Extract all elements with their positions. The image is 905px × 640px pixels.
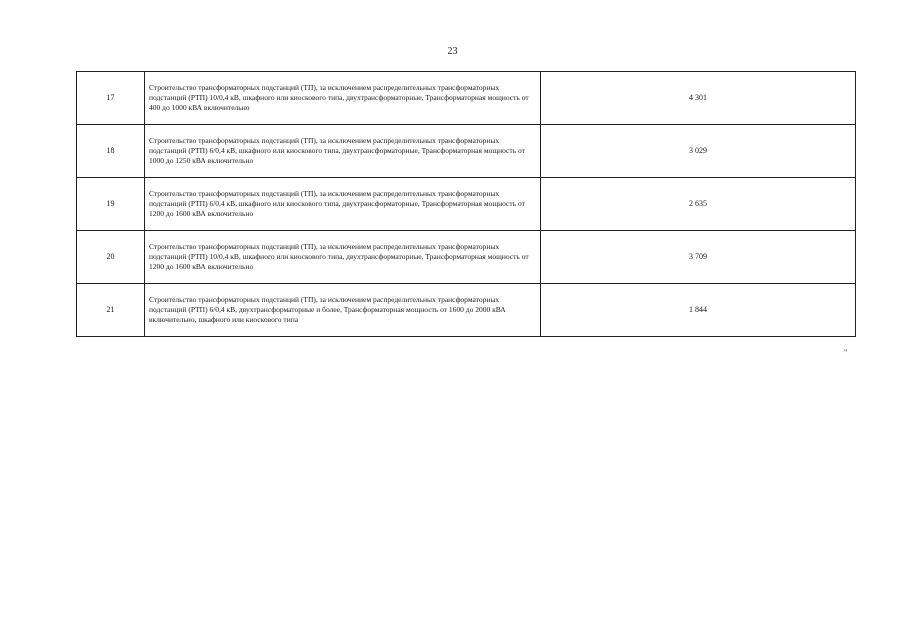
row-value: 2 635 (541, 178, 856, 231)
row-value: 3 029 (541, 125, 856, 178)
row-description: Строительство трансформаторных подстанций (ТП), за исключением распределительных трансформаторных подстанций (РТП) 10/0,4 кВ, шкафного или киоскового типа, двухтрансформаторные, Трансформаторная мощность от 400 до 1000 кВА включительно (145, 72, 541, 125)
table-row (77, 178, 856, 231)
table-row (77, 125, 856, 178)
tariff-table (76, 71, 856, 337)
page-number: 23 (447, 46, 458, 57)
row-number: 17 (77, 72, 145, 125)
table-row (77, 284, 856, 337)
row-value: 4 301 (541, 72, 856, 125)
closing-quote-mark: " (844, 348, 848, 357)
row-value: 3 709 (541, 231, 856, 284)
row-description: Строительство трансформаторных подстанций (ТП), за исключением распределительных трансформаторных подстанций (РТП) 10/0,4 кВ, шкафного или киоскового типа, двухтрансформаторные, Трансформаторная мощность от 1200 до 1600 кВА включительно (145, 231, 541, 284)
table-row (77, 72, 856, 125)
row-description: Строительство трансформаторных подстанций (ТП), за исключением распределительных трансформаторных подстанций (РТП) 6/0,4 кВ, двухтрансформаторные и более, Трансформаторная мощность от 1600 до 2000 кВА включительно, шкафного или киоскового типа (145, 284, 541, 337)
row-value: 1 844 (541, 284, 856, 337)
row-number: 18 (77, 125, 145, 178)
row-description: Строительство трансформаторных подстанций (ТП), за исключением распределительных трансформаторных подстанций (РТП) 6/0,4 кВ, шкафного или киоскового типа, двухтрансформаторные, Трансформаторная мощность от 1000 до 1250 кВА включительно (145, 125, 541, 178)
row-number: 20 (77, 231, 145, 284)
row-number: 21 (77, 284, 145, 337)
row-number: 19 (77, 178, 145, 231)
row-description: Строительство трансформаторных подстанций (ТП), за исключением распределительных трансформаторных подстанций (РТП) 6/0,4 кВ, шкафного или киоскового типа, двухтрансформаторные, Трансформаторная мощность от 1200 до 1600 кВА включительно (145, 178, 541, 231)
table-row (77, 231, 856, 284)
